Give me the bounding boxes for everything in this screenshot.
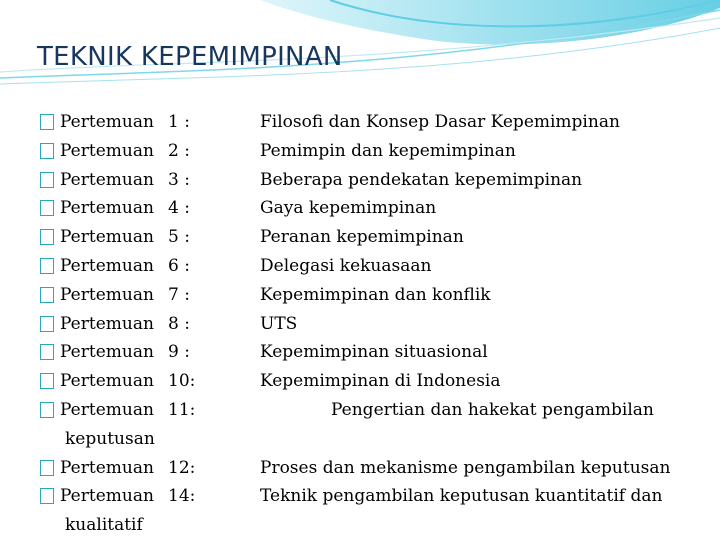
list-item — [40, 338, 710, 367]
meeting-label: Pertemuan — [60, 140, 154, 161]
meeting-number: 10: — [168, 371, 196, 392]
meeting-label: Pertemuan — [60, 486, 154, 507]
meeting-number: 2 : — [168, 140, 190, 161]
meeting-topic-continuation: keputusan — [65, 428, 155, 449]
square-bullet-icon — [40, 229, 54, 245]
list-item — [40, 367, 710, 396]
meeting-label: Pertemuan — [60, 227, 154, 248]
square-bullet-icon — [40, 402, 54, 418]
meeting-topic: Kepemimpinan dan konflik — [260, 284, 491, 305]
meeting-label: Pertemuan — [60, 399, 154, 420]
square-bullet-icon — [40, 316, 54, 332]
meeting-number: 9 : — [168, 342, 190, 363]
square-bullet-icon — [40, 287, 54, 303]
meeting-topic: Teknik pengambilan keputusan kuantitatif dan — [260, 486, 663, 507]
list-item — [40, 310, 710, 339]
square-bullet-icon — [40, 172, 54, 188]
square-bullet-icon — [40, 344, 54, 360]
meeting-label: Pertemuan — [60, 255, 154, 276]
meeting-topic: Kepemimpinan di Indonesia — [260, 371, 501, 392]
list-item — [40, 252, 710, 281]
meeting-topic: Beberapa pendekatan kepemimpinan — [260, 169, 583, 190]
list-item — [40, 194, 710, 223]
meeting-label: Pertemuan — [60, 371, 154, 392]
meeting-topic: UTS — [260, 313, 298, 334]
meeting-topic: Gaya kepemimpinan — [260, 198, 437, 219]
meeting-number: 6 : — [168, 255, 190, 276]
meeting-number: 4 : — [168, 198, 190, 219]
meeting-label: Pertemuan — [60, 112, 154, 132]
square-bullet-icon — [40, 488, 54, 504]
meeting-topic: Pemimpin dan kepemimpinan — [260, 140, 516, 161]
meeting-label: Pertemuan — [60, 169, 154, 190]
meeting-number: 1 : — [168, 112, 190, 132]
meeting-label: Pertemuan — [60, 457, 154, 478]
meeting-label: Pertemuan — [60, 198, 154, 219]
meeting-topic-continuation: kualitatif — [65, 515, 143, 536]
square-bullet-icon — [40, 143, 54, 159]
list-item — [40, 482, 710, 511]
meeting-topic: Pengertian dan hakekat pengambilan — [331, 399, 654, 420]
list-item — [40, 137, 710, 166]
list-item — [40, 454, 710, 483]
square-bullet-icon — [40, 373, 54, 389]
meeting-number: 8 : — [168, 313, 190, 334]
list-item — [40, 281, 710, 310]
meeting-topic: Proses dan mekanisme pengambilan keputusan — [260, 457, 671, 478]
meeting-list — [40, 108, 710, 540]
meeting-number: 5 : — [168, 227, 190, 248]
list-item — [40, 166, 710, 195]
meeting-number: 7 : — [168, 284, 190, 305]
meeting-topic: Peranan kepemimpinan — [260, 227, 464, 248]
meeting-topic: Kepemimpinan situasional — [260, 342, 488, 363]
square-bullet-icon — [40, 200, 54, 216]
meeting-label: Pertemuan — [60, 284, 154, 305]
meeting-topic: Filosofi dan Konsep Dasar Kepemimpinan — [260, 112, 620, 132]
square-bullet-icon — [40, 460, 54, 476]
list-item — [40, 108, 710, 137]
meeting-label: Pertemuan — [60, 313, 154, 334]
meeting-number: 14: — [168, 486, 196, 507]
list-item — [40, 396, 710, 425]
page-title: TEKNIK KEPEMIMPINAN — [37, 42, 343, 72]
meeting-number: 11: — [168, 399, 196, 420]
square-bullet-icon — [40, 114, 54, 130]
meeting-number: 12: — [168, 457, 196, 478]
meeting-number: 3 : — [168, 169, 190, 190]
meeting-topic: Delegasi kekuasaan — [260, 255, 432, 276]
list-item — [40, 223, 710, 252]
meeting-label: Pertemuan — [60, 342, 154, 363]
square-bullet-icon — [40, 258, 54, 274]
